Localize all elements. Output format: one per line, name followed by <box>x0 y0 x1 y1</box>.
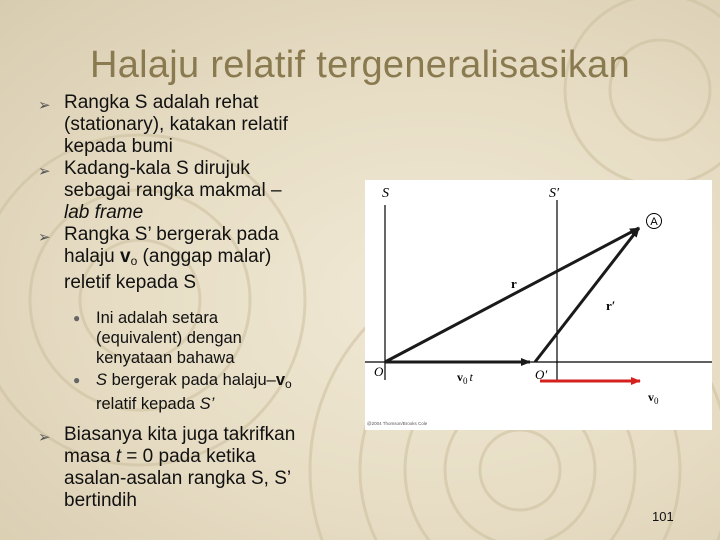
text-span: S’ <box>134 224 151 245</box>
bullet-line: (equivalent) dengan <box>96 329 242 347</box>
vector-r <box>385 228 639 362</box>
label-s: S <box>382 186 389 201</box>
figure-credit: @2004 Thomson/Brooks Cole <box>367 421 428 426</box>
bullet-line <box>96 394 358 414</box>
bullet-line <box>64 446 358 468</box>
dot-bullet-icon: ● <box>73 311 81 325</box>
text-span: Rangka <box>64 224 135 245</box>
text-span: masa <box>64 446 116 467</box>
bullet-line: lab frame <box>64 202 144 223</box>
text-span: t <box>115 446 122 467</box>
bullet-line <box>96 370 358 394</box>
bullet-line <box>64 246 358 272</box>
text-span: (anggap malar) <box>137 246 272 267</box>
text-span: = 0 pada ketika <box>121 446 256 467</box>
label-o: O <box>374 364 384 379</box>
bullet-line: Rangka S adalah rehat <box>64 92 259 113</box>
label-v0: $v_0$ <box>648 390 659 406</box>
text-span: halaju <box>64 246 120 267</box>
bullet-line: kepada bumi <box>64 136 173 157</box>
point-a-label: A <box>650 216 658 228</box>
sub-bullet-s-moving <box>38 370 358 414</box>
text-span: bergerak pada <box>150 224 279 245</box>
bullet-line: asalan-asalan rangka S, S’ <box>64 468 292 489</box>
subscript: o <box>130 254 138 268</box>
vector-r-prime <box>535 228 639 362</box>
arrow-bullet-icon: ➢ <box>38 163 51 180</box>
arrow-bullet-icon: ➢ <box>38 229 51 246</box>
text-span: S <box>96 371 108 389</box>
label-s-prime: S′ <box>549 186 560 201</box>
label-r-prime: r′ <box>606 298 616 313</box>
text-span: S’ <box>199 395 215 413</box>
bullet-stationary-frame <box>38 92 358 158</box>
diagram-svg <box>365 180 712 430</box>
arrow-bullet-icon: ➢ <box>38 97 51 114</box>
label-v0t: $v_0$ t <box>457 370 473 386</box>
label-o-prime: O′ <box>535 367 548 382</box>
bullet-line: kenyataan bahawa <box>96 349 235 367</box>
bullet-line <box>64 224 358 246</box>
bullet-line: Kadang-kala S dirujuk <box>64 158 250 179</box>
bullet-time-origin <box>38 424 358 512</box>
bullet-lab-frame <box>38 158 358 224</box>
bullet-line: Ini adalah setara <box>96 309 219 327</box>
bullet-list <box>38 92 358 512</box>
bullet-moving-frame <box>38 224 358 294</box>
subscript: o <box>285 377 292 391</box>
arrow-bullet-icon: ➢ <box>38 429 51 446</box>
text-span: relatif kepada <box>96 395 200 413</box>
sub-bullet-equivalent <box>38 308 358 368</box>
slide-title: Halaju relatif tergeneralisasikan <box>89 44 631 86</box>
bullet-line: bertindih <box>64 490 137 511</box>
relative-velocity-diagram <box>365 180 712 430</box>
page-number: 101 <box>652 509 674 524</box>
bullet-line: reletif kepada S <box>64 272 197 293</box>
bullet-line: sebagai rangka makmal – <box>64 180 282 201</box>
label-r: r <box>511 276 517 291</box>
velocity-symbol: v <box>120 246 131 267</box>
velocity-symbol: v <box>275 371 285 389</box>
bullet-line: Biasanya kita juga takrifkan <box>64 424 296 445</box>
text-span: bergerak pada halaju– <box>107 371 276 389</box>
bullet-line: (stationary), katakan relatif <box>64 114 288 135</box>
dot-bullet-icon: ● <box>73 373 81 387</box>
